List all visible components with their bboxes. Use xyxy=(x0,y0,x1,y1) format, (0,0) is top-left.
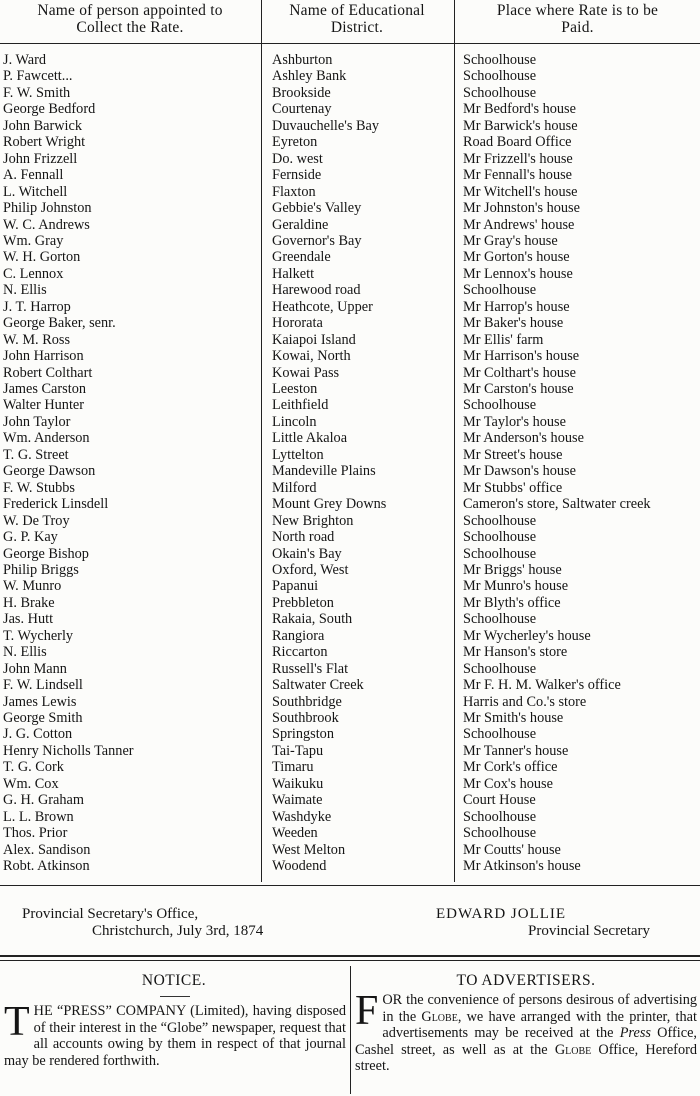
header-place-line1: Place where Rate is to be xyxy=(496,2,659,19)
collector-name: Robert Colthart xyxy=(3,364,93,381)
district-name: Tai-Tapu xyxy=(272,742,324,759)
header-place xyxy=(455,2,700,36)
table-row xyxy=(0,430,700,446)
table-row xyxy=(0,151,700,167)
table-row xyxy=(0,726,700,742)
district-name: Oxford, West xyxy=(272,561,349,578)
table-row xyxy=(0,118,700,134)
payment-place: Mr Dawson's house xyxy=(463,463,576,480)
collector-name: F. W. Stubbs xyxy=(3,479,75,496)
payment-place: Schoolhouse xyxy=(463,611,537,628)
payment-place: Schoolhouse xyxy=(463,68,537,85)
payment-place: Mr Andrews' house xyxy=(463,216,575,233)
district-name: Kowai, North xyxy=(272,348,351,365)
district-name: Heathcote, Upper xyxy=(272,298,373,315)
place-date-line: Christchurch, July 3rd, 1874 xyxy=(92,923,264,939)
collector-name: G. H. Graham xyxy=(3,792,84,809)
table-row xyxy=(0,825,700,841)
collector-name: H. Brake xyxy=(3,594,55,611)
collector-name: F. W. Lindsell xyxy=(3,677,83,694)
district-name: Hororata xyxy=(272,315,323,332)
collector-name: Frederick Linsdell xyxy=(3,496,109,513)
district-name: Okain's Bay xyxy=(272,545,342,562)
collector-name: J. T. Harrop xyxy=(3,298,71,315)
payment-place: Mr Coutts' house xyxy=(463,841,561,858)
table-row xyxy=(0,447,700,463)
collector-name: W. C. Andrews xyxy=(3,216,90,233)
district-name: Leithfield xyxy=(272,397,329,414)
payment-place: Harris and Co.'s store xyxy=(463,693,587,710)
table-row xyxy=(0,546,700,562)
payment-place: Schoolhouse xyxy=(463,726,537,743)
section-double-rule-bottom xyxy=(0,960,700,961)
table-row xyxy=(0,480,700,496)
advertisers-globe-2: Globe xyxy=(554,1041,592,1058)
collector-name: L. L. Brown xyxy=(3,808,74,825)
payment-place: Road Board Office xyxy=(463,134,572,151)
advertisers-text-3: Office, Cashel street, as well as at the xyxy=(355,1025,697,1058)
table-row xyxy=(0,249,700,265)
table-row xyxy=(0,628,700,644)
payment-place: Schoolhouse xyxy=(463,52,537,68)
signer-title: Provincial Secretary xyxy=(528,923,651,939)
table-row xyxy=(0,710,700,726)
district-name: Governor's Bay xyxy=(272,232,362,249)
district-name: Leeston xyxy=(272,381,318,397)
payment-place: Mr Munro's house xyxy=(463,578,569,595)
collector-name: W. H. Gorton xyxy=(3,249,81,266)
table-row xyxy=(0,842,700,858)
notice-dropcap: T xyxy=(4,999,30,1045)
district-name: Brookside xyxy=(272,84,331,101)
table-row xyxy=(0,299,700,315)
collector-name: T. Wycherly xyxy=(3,627,74,644)
district-name: Papanui xyxy=(272,578,319,595)
notice-title-rule xyxy=(160,996,190,997)
collector-name: J. Ward xyxy=(3,52,47,68)
table-row xyxy=(0,694,700,710)
table-row xyxy=(0,529,700,545)
payment-place: Mr Ellis' farm xyxy=(463,331,544,348)
collector-name: Walter Hunter xyxy=(3,397,85,414)
district-name: New Brighton xyxy=(272,512,354,529)
district-name: Mandeville Plains xyxy=(272,463,376,480)
table-row xyxy=(0,233,700,249)
table-row xyxy=(0,776,700,792)
collector-name: Wm. Anderson xyxy=(3,430,90,447)
collector-name: John Taylor xyxy=(3,413,71,430)
collector-name: James Carston xyxy=(3,381,86,397)
payment-place: Mr Atkinson's house xyxy=(463,858,581,875)
table-row xyxy=(0,743,700,759)
district-name: Fernside xyxy=(272,167,322,184)
advertisers-text-2: , we have arranged with the printer, that advertisements may be received at the xyxy=(382,1008,697,1041)
district-name: North road xyxy=(272,529,335,546)
advertisers-globe-1: Globe xyxy=(421,1008,458,1025)
payment-place: Schoolhouse xyxy=(463,545,537,562)
office-address xyxy=(22,906,263,940)
collector-name: Robert Wright xyxy=(3,134,86,151)
payment-place: Mr Baker's house xyxy=(463,315,564,332)
collector-name: John Frizzell xyxy=(3,150,78,167)
collector-name: Alex. Sandison xyxy=(3,841,91,858)
table-row xyxy=(0,348,700,364)
collector-name: J. G. Cotton xyxy=(3,726,73,743)
payment-place: Mr Harrop's house xyxy=(463,298,570,315)
header-collector-line2: Collect the Rate. xyxy=(76,19,184,36)
payment-place: Cameron's store, Saltwater creek xyxy=(463,496,651,513)
payment-place: Schoolhouse xyxy=(463,808,537,825)
table-row xyxy=(0,184,700,200)
collector-name: John Mann xyxy=(3,660,67,677)
district-name: Rangiora xyxy=(272,627,325,644)
signature-block xyxy=(436,906,650,940)
payment-place: Schoolhouse xyxy=(463,825,537,842)
advertisers-paragraph xyxy=(355,988,697,1075)
table-row xyxy=(0,282,700,298)
table-row xyxy=(0,595,700,611)
collector-name: Thos. Prior xyxy=(3,825,68,842)
payment-place: Schoolhouse xyxy=(463,282,537,299)
district-name: West Melton xyxy=(272,841,346,858)
district-name: Ashley Bank xyxy=(272,68,347,85)
payment-place: Mr Johnston's house xyxy=(463,200,580,217)
header-district xyxy=(262,2,452,36)
district-name: Eyreton xyxy=(272,134,318,151)
advertisers-dropcap: F xyxy=(355,988,379,1034)
table-row xyxy=(0,332,700,348)
collector-name: W. M. Ross xyxy=(3,331,71,348)
table-row xyxy=(0,266,700,282)
payment-place: Schoolhouse xyxy=(463,529,537,546)
payment-place: Mr Colthart's house xyxy=(463,364,576,381)
payment-place: Mr Barwick's house xyxy=(463,117,578,134)
district-name: Mount Grey Downs xyxy=(272,496,387,513)
collector-name: N. Ellis xyxy=(3,644,47,661)
collector-name: Wm. Gray xyxy=(3,232,64,249)
collector-name: N. Ellis xyxy=(3,282,47,299)
district-name: Springston xyxy=(272,726,334,743)
district-name: Harewood road xyxy=(272,282,361,299)
notice-title: NOTICE. xyxy=(141,972,207,989)
table-row xyxy=(0,759,700,775)
payment-place: Mr Taylor's house xyxy=(463,413,566,430)
table-row xyxy=(0,809,700,825)
payment-place: Mr F. H. M. Walker's office xyxy=(463,677,621,694)
district-name: Waimate xyxy=(272,792,323,809)
district-name: Riccarton xyxy=(272,644,328,661)
payment-place: Mr Fennall's house xyxy=(463,167,572,184)
advertisers-title: TO ADVERTISERS. xyxy=(456,972,596,989)
payment-place: Mr Hanson's store xyxy=(463,644,568,661)
header-collector-line1: Name of person appointed to xyxy=(37,2,223,19)
table-row xyxy=(0,496,700,512)
district-name: Duvauchelle's Bay xyxy=(272,117,379,134)
notice-paragraph xyxy=(4,999,346,1069)
payment-place: Mr Cork's office xyxy=(463,759,558,776)
advertisers-text-1: OR the convenience of persons desirous of advertising in the xyxy=(382,992,697,1025)
table-row xyxy=(0,397,700,413)
district-name: Weeden xyxy=(272,825,318,842)
payment-place: Mr Bedford's house xyxy=(463,101,576,118)
district-name: Lyttelton xyxy=(272,446,324,463)
table-row xyxy=(0,792,700,808)
district-name: Kaiapoi Island xyxy=(272,331,356,348)
district-name: Southbridge xyxy=(272,693,342,710)
collector-name: Philip Johnston xyxy=(3,200,92,217)
payment-place: Mr Cox's house xyxy=(463,775,553,792)
district-name: Kowai Pass xyxy=(272,364,340,381)
payment-place: Mr Street's house xyxy=(463,446,563,463)
table-row xyxy=(0,217,700,233)
collector-name: W. Munro xyxy=(3,578,62,595)
district-name: Timaru xyxy=(272,759,314,776)
district-name: Prebbleton xyxy=(272,594,334,611)
collector-name: Philip Briggs xyxy=(3,561,79,578)
section-double-rule-top xyxy=(0,955,700,957)
collector-name: James Lewis xyxy=(3,693,77,710)
collector-name: George Bedford xyxy=(3,101,96,118)
header-district-line2: District. xyxy=(330,19,384,36)
table-row xyxy=(0,68,700,84)
collector-name: G. P. Kay xyxy=(3,529,58,546)
table-row xyxy=(0,414,700,430)
district-name: Greendale xyxy=(272,249,331,266)
collector-name: Wm. Cox xyxy=(3,775,59,792)
table-row xyxy=(0,644,700,660)
payment-place: Mr Briggs' house xyxy=(463,561,562,578)
collector-name: John Barwick xyxy=(3,117,83,134)
district-name: Little Akaloa xyxy=(272,430,348,447)
header-rule xyxy=(0,43,700,44)
advertisers-text-4: Office, Hereford street. xyxy=(355,1041,697,1074)
collector-name: George Dawson xyxy=(3,463,96,480)
office-line: Provincial Secretary's Office, xyxy=(22,906,199,922)
collector-name: T. G. Cork xyxy=(3,759,64,776)
table-row xyxy=(0,52,700,68)
collector-name: John Harrison xyxy=(3,348,84,365)
payment-place: Mr Gorton's house xyxy=(463,249,570,266)
district-name: Lincoln xyxy=(272,413,317,430)
payment-place: Mr Wycherley's house xyxy=(463,627,591,644)
payment-place: Mr Harrison's house xyxy=(463,348,580,365)
payment-place: Schoolhouse xyxy=(463,397,537,414)
payment-place: Mr Witchell's house xyxy=(463,183,578,200)
district-name: Ashburton xyxy=(272,52,333,68)
payment-place: Schoolhouse xyxy=(463,84,537,101)
collector-name: T. G. Street xyxy=(3,446,69,463)
table-row xyxy=(0,381,700,397)
collector-name: C. Lennox xyxy=(3,265,64,282)
payment-place: Mr Tanner's house xyxy=(463,742,569,759)
table-bottom-rule xyxy=(0,885,700,886)
payment-place: Mr Carston's house xyxy=(463,381,574,397)
district-name: Southbrook xyxy=(272,710,339,726)
table-row xyxy=(0,858,700,874)
district-name: Flaxton xyxy=(272,183,316,200)
collector-name: George Smith xyxy=(3,710,83,726)
payment-place: Mr Anderson's house xyxy=(463,430,584,447)
table-row xyxy=(0,562,700,578)
payment-place: Court House xyxy=(463,792,536,809)
collector-name: Jas. Hutt xyxy=(3,611,54,628)
table-row xyxy=(0,101,700,117)
payment-place: Mr Gray's house xyxy=(463,232,558,249)
payment-place: Mr Blyth's office xyxy=(463,594,561,611)
district-name: Halkett xyxy=(272,265,315,282)
table-row xyxy=(0,611,700,627)
payment-place: Schoolhouse xyxy=(463,660,537,677)
district-name: Do. west xyxy=(272,150,323,167)
table-row xyxy=(0,578,700,594)
collector-name: F. W. Smith xyxy=(3,84,71,101)
payment-place: Schoolhouse xyxy=(463,512,537,529)
district-name: Geraldine xyxy=(272,216,329,233)
table-header xyxy=(0,0,700,44)
header-place-line2: Paid. xyxy=(561,19,594,36)
table-row xyxy=(0,315,700,331)
table-row xyxy=(0,134,700,150)
signer-name: EDWARD JOLLIE xyxy=(436,906,567,922)
payment-place: Mr Frizzell's house xyxy=(463,150,573,167)
table-row xyxy=(0,513,700,529)
advertisers-press: Press xyxy=(619,1025,651,1041)
payment-place: Mr Smith's house xyxy=(463,710,564,726)
table-row xyxy=(0,463,700,479)
header-collector xyxy=(0,2,260,36)
collector-name: A. Fennall xyxy=(3,167,64,184)
district-name: Russell's Flat xyxy=(272,660,349,677)
payment-place: Mr Lennox's house xyxy=(463,265,573,282)
collector-name: Henry Nicholls Tanner xyxy=(3,742,134,759)
notice-body: HE “PRESS” COMPANY (Limited), having disposed of their interest in the “Globe” newspaper, request that all accounts owing by them in respect of that journal may be rendered forthwith. xyxy=(4,1003,346,1069)
collector-name: W. De Troy xyxy=(3,512,70,529)
district-name: Gebbie's Valley xyxy=(272,200,362,217)
collector-name: George Baker, senr. xyxy=(3,315,116,332)
table-row xyxy=(0,200,700,216)
payment-place: Mr Stubbs' office xyxy=(463,479,563,496)
district-name: Courtenay xyxy=(272,101,332,118)
collector-name: Robt. Atkinson xyxy=(3,858,90,875)
district-name: Woodend xyxy=(272,858,327,875)
district-name: Waikuku xyxy=(272,775,324,792)
district-name: Rakaia, South xyxy=(272,611,353,628)
district-name: Saltwater Creek xyxy=(272,677,364,694)
table-row xyxy=(0,85,700,101)
collector-name: George Bishop xyxy=(3,545,89,562)
table-row xyxy=(0,365,700,381)
table-row xyxy=(0,677,700,693)
district-name: Milford xyxy=(272,479,317,496)
header-district-line1: Name of Educational xyxy=(289,2,425,19)
district-name: Washdyke xyxy=(272,808,332,825)
collector-name: L. Witchell xyxy=(3,183,68,200)
table-row xyxy=(0,167,700,183)
collector-name: P. Fawcett... xyxy=(3,68,73,85)
table-row xyxy=(0,661,700,677)
notice-column-rule xyxy=(350,966,351,1094)
